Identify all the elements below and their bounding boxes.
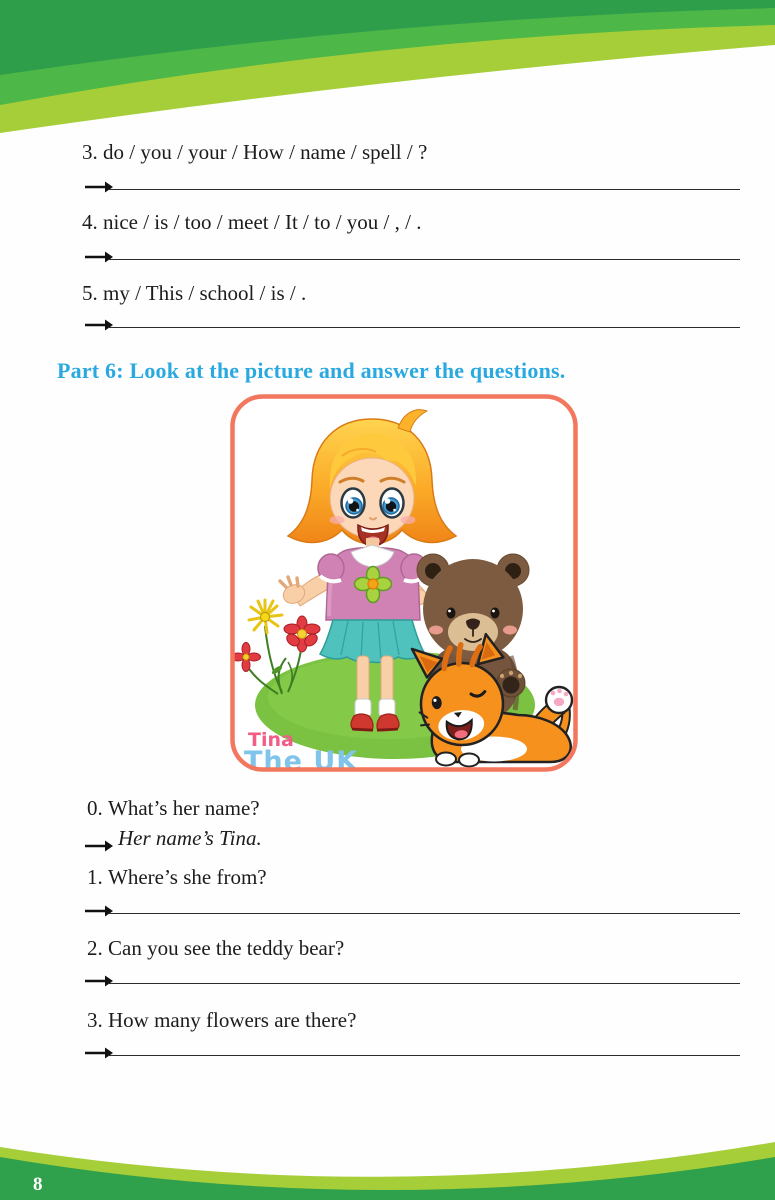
part6-heading: Part 6: Look at the picture and answer the questions. [57, 358, 566, 383]
answer-row [85, 237, 740, 261]
answer-blank-line [108, 237, 740, 260]
cat-raised-paw [546, 687, 572, 713]
question-number: 3. [87, 1008, 103, 1032]
item-number: 4. [82, 210, 98, 234]
picture-country-label: The UK [244, 746, 359, 772]
item-number: 3. [82, 140, 98, 164]
answer-arrow-icon [85, 839, 113, 853]
footer-green-swoosh [0, 1140, 775, 1200]
question-text: Where’s she from? [108, 865, 267, 889]
picture-name-label: Tina [248, 729, 294, 751]
question-text: How many flowers are there? [108, 1008, 357, 1032]
answer-row [85, 1033, 740, 1057]
question-text: What’s her name? [108, 796, 260, 820]
answer-blank-line [108, 1033, 740, 1056]
answer-blank-line [108, 961, 740, 984]
answer-blank-line [108, 891, 740, 914]
answer-row [85, 961, 740, 985]
page-number: 8 [33, 1174, 43, 1195]
item-text: my / This / school / is / . [103, 281, 307, 305]
answer-row [85, 167, 740, 191]
answer-row [85, 826, 740, 850]
question-row [87, 865, 740, 889]
exercise-item [82, 281, 740, 305]
question-row [87, 796, 740, 820]
answer-row [85, 891, 740, 915]
item-number: 5. [82, 281, 98, 305]
picture-illustration [230, 394, 578, 772]
question-row [87, 936, 740, 960]
answer-blank-line [108, 305, 740, 328]
question-row [87, 1008, 740, 1032]
exercise-item [82, 140, 740, 164]
exercise-item [82, 210, 740, 234]
item-text: do / you / your / How / name / spell / ? [103, 140, 428, 164]
answer-row [85, 305, 740, 329]
question-number: 2. [87, 936, 103, 960]
example-answer-text: Her name’s Tina. [118, 826, 262, 850]
question-number: 1. [87, 865, 103, 889]
question-number: 0. [87, 796, 103, 820]
question-text: Can you see the teddy bear? [108, 936, 345, 960]
item-text: nice / is / too / meet / It / to / you / , / . [103, 210, 422, 234]
answer-blank-line [108, 167, 740, 190]
part6-picture [230, 394, 578, 772]
